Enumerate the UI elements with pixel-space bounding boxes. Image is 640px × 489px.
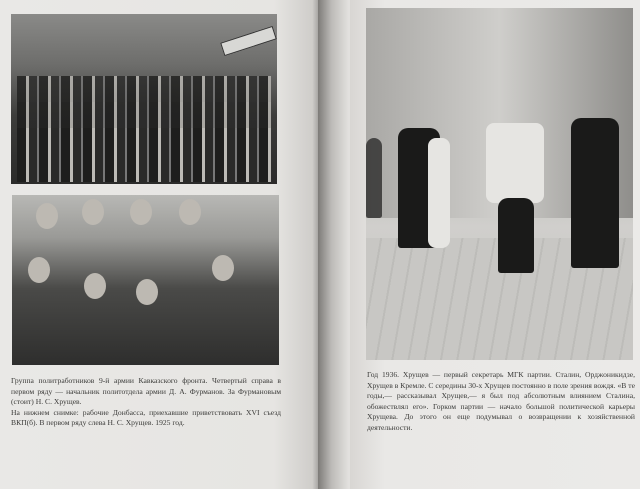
face bbox=[84, 273, 106, 299]
face bbox=[28, 257, 50, 283]
photo-donbass-workers bbox=[12, 195, 279, 365]
left-caption bbox=[11, 376, 281, 429]
people-row bbox=[17, 128, 271, 154]
banner-sign bbox=[220, 26, 277, 56]
photo-political-workers-group bbox=[11, 14, 277, 184]
people-row bbox=[17, 76, 271, 102]
right-caption: Год 1936. Хрущев — первый секретарь МГК партии. Сталин, Орджоникидзе, Хрущев в Кремле. С середины 30-х Хрущев постоянно в поле зрения вождя. «В те годы,— рассказывал Хрущев,— я был под абсолютным влиянием Сталина, обожествлял его». Горком партии — начало большой политической карьеры Хрущева. До этого он еще подумывал о возвращении к хозяйственной деятельности. bbox=[367, 370, 635, 432]
caption-paragraph-1: Группа политработников 9-й армии Кавказского фронта. Четвертый справа в первом ряду — начальник политотдела армии Д. А. Фурманов. За Фурмановым (стоит) Н. С. Хрущев. bbox=[11, 376, 281, 406]
face bbox=[130, 199, 152, 225]
face bbox=[179, 199, 201, 225]
figure-background bbox=[366, 138, 382, 218]
photo-kremlin-walk bbox=[366, 8, 633, 360]
book-gutter bbox=[318, 0, 352, 489]
figure-white-tunic bbox=[486, 123, 544, 203]
people-row bbox=[17, 102, 271, 128]
caption-paragraph-2: На нижнем снимке: рабочие Донбасса, приехавшие приветствовать XVI съезд ВКП(б). В первом ряду слева Н. С. Хрущев. 1925 год. bbox=[11, 407, 281, 427]
face bbox=[82, 199, 104, 225]
figure-white-suit bbox=[428, 138, 450, 248]
face bbox=[36, 203, 58, 229]
face bbox=[212, 255, 234, 281]
people-row bbox=[17, 154, 271, 182]
figure-dark-coat bbox=[571, 118, 619, 268]
figure-trousers bbox=[498, 198, 534, 273]
face bbox=[136, 279, 158, 305]
